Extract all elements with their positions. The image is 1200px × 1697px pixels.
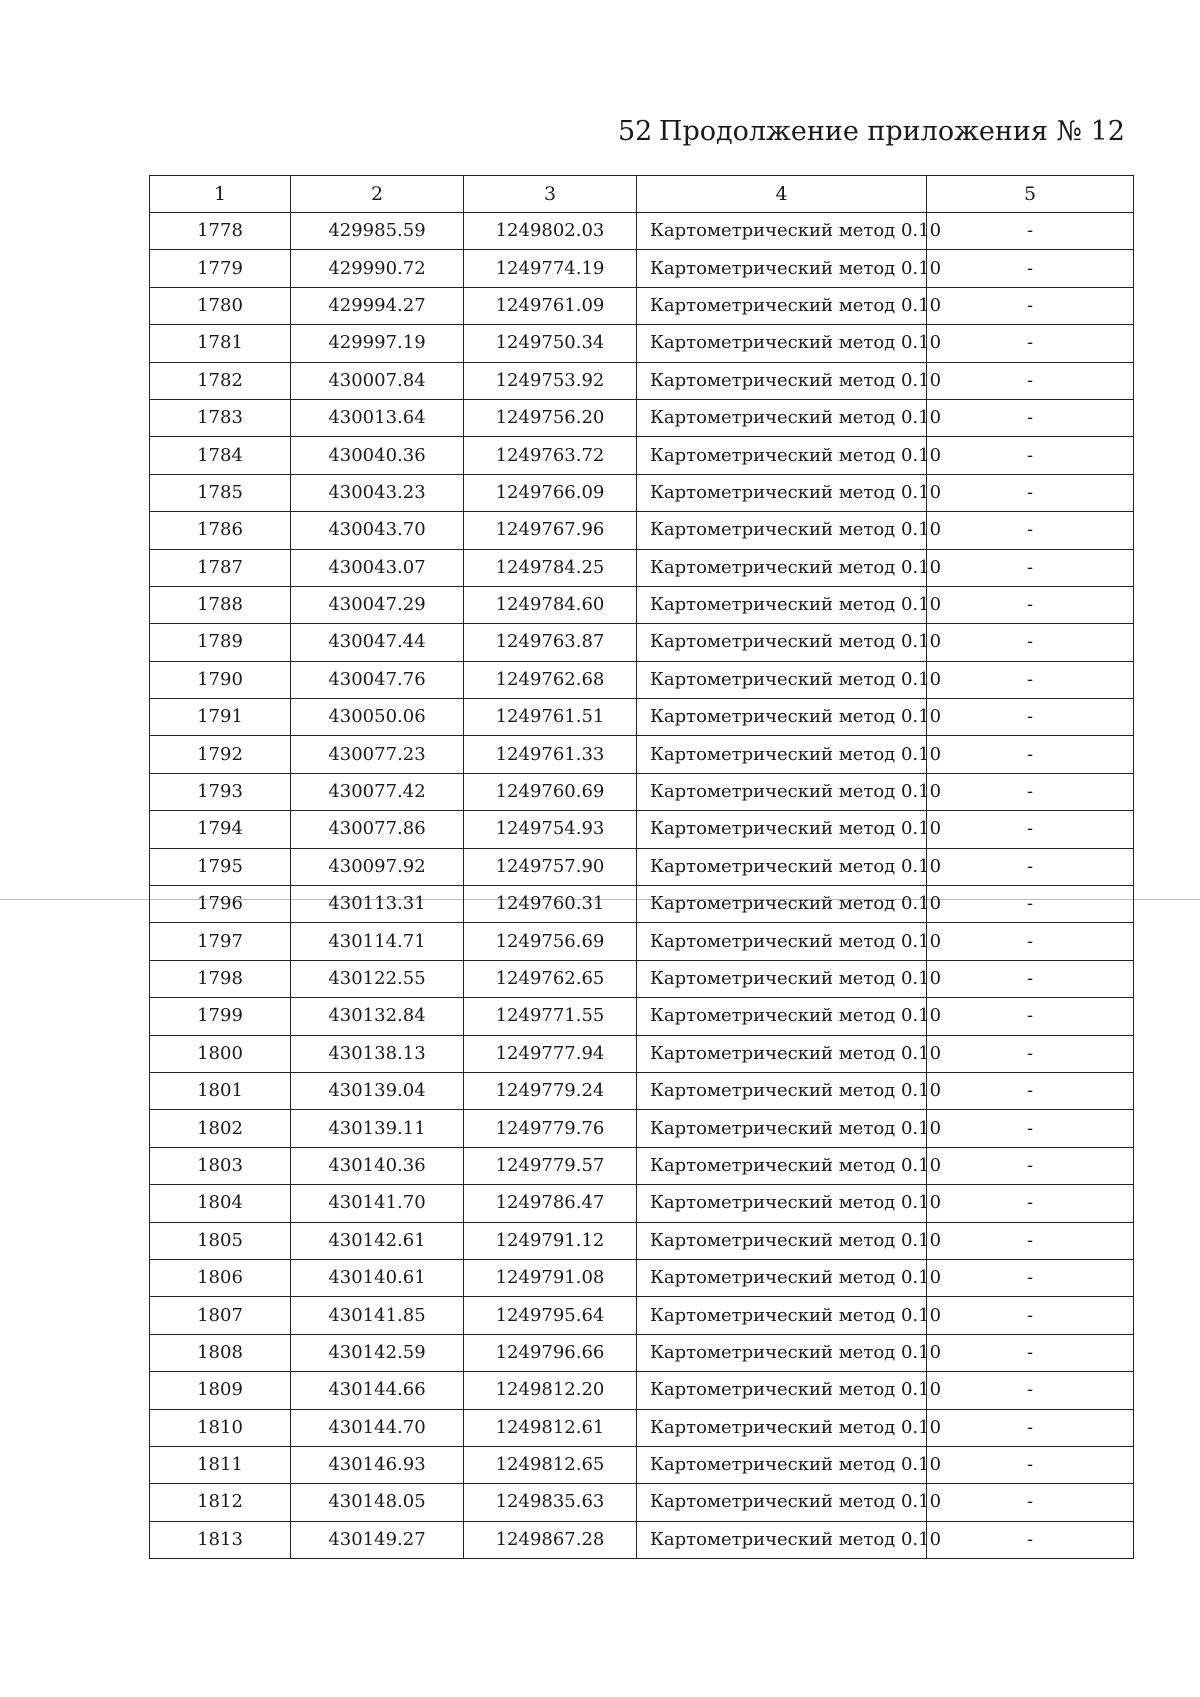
method-cell: Картометрический метод 0.10 [637,736,927,773]
x-coordinate-cell: 430077.23 [291,736,464,773]
method-cell: Картометрический метод 0.10 [637,287,927,324]
y-coordinate-cell: 1249756.69 [464,923,637,960]
method-cell: Картометрический метод 0.10 [637,1409,927,1446]
point-number-cell: 1786 [150,512,291,549]
table-row [150,1072,1134,1109]
point-number-cell: 1804 [150,1185,291,1222]
y-coordinate-cell: 1249791.08 [464,1259,637,1296]
point-number-cell: 1805 [150,1222,291,1259]
table-row [150,1409,1134,1446]
x-coordinate-cell: 430047.76 [291,661,464,698]
note-cell: - [927,586,1134,623]
page-number: 52 [618,116,653,147]
table-row [150,325,1134,362]
y-coordinate-cell: 1249754.93 [464,811,637,848]
table-row [150,437,1134,474]
note-cell: - [927,1259,1134,1296]
x-coordinate-cell: 430144.70 [291,1409,464,1446]
y-coordinate-cell: 1249763.72 [464,437,637,474]
note-cell: - [927,960,1134,997]
point-number-cell: 1813 [150,1521,291,1558]
point-number-cell: 1798 [150,960,291,997]
y-coordinate-cell: 1249763.87 [464,624,637,661]
note-cell: - [927,474,1134,511]
table-row [150,1185,1134,1222]
y-coordinate-cell: 1249753.92 [464,362,637,399]
method-cell: Картометрический метод 0.10 [637,998,927,1035]
point-number-cell: 1781 [150,325,291,362]
point-number-cell: 1812 [150,1484,291,1521]
y-coordinate-cell: 1249812.65 [464,1446,637,1483]
note-cell: - [927,512,1134,549]
y-coordinate-cell: 1249791.12 [464,1222,637,1259]
note-cell: - [927,661,1134,698]
x-coordinate-cell: 430043.07 [291,549,464,586]
x-coordinate-cell: 430007.84 [291,362,464,399]
table-row [150,362,1134,399]
note-cell: - [927,1484,1134,1521]
note-cell: - [927,624,1134,661]
note-cell: - [927,699,1134,736]
table-row [150,1297,1134,1334]
table-row [150,250,1134,287]
method-cell: Картометрический метод 0.10 [637,213,927,250]
x-coordinate-cell: 430047.29 [291,586,464,623]
table-row [150,1334,1134,1371]
method-cell: Картометрический метод 0.10 [637,811,927,848]
x-coordinate-cell: 430146.93 [291,1446,464,1483]
note-cell: - [927,998,1134,1035]
x-coordinate-cell: 430140.36 [291,1147,464,1184]
y-coordinate-cell: 1249771.55 [464,998,637,1035]
method-cell: Картометрический метод 0.10 [637,362,927,399]
y-coordinate-cell: 1249774.19 [464,250,637,287]
note-cell: - [927,1409,1134,1446]
x-coordinate-cell: 430149.27 [291,1521,464,1558]
method-cell: Картометрический метод 0.10 [637,1372,927,1409]
x-coordinate-cell: 430139.04 [291,1072,464,1109]
y-coordinate-cell: 1249784.60 [464,586,637,623]
method-cell: Картометрический метод 0.10 [637,1110,927,1147]
point-number-cell: 1803 [150,1147,291,1184]
column-header: 2 [291,176,464,213]
point-number-cell: 1808 [150,1334,291,1371]
table-row [150,960,1134,997]
method-cell: Картометрический метод 0.10 [637,699,927,736]
note-cell: - [927,1072,1134,1109]
y-coordinate-cell: 1249796.66 [464,1334,637,1371]
column-header: 1 [150,176,291,213]
x-coordinate-cell: 430043.70 [291,512,464,549]
table-row [150,287,1134,324]
method-cell: Картометрический метод 0.10 [637,512,927,549]
method-cell: Картометрический метод 0.10 [637,624,927,661]
table-row [150,848,1134,885]
method-cell: Картометрический метод 0.10 [637,960,927,997]
y-coordinate-cell: 1249867.28 [464,1521,637,1558]
note-cell: - [927,549,1134,586]
note-cell: - [927,811,1134,848]
coordinates-table [149,175,1134,1559]
note-cell: - [927,773,1134,810]
method-cell: Картометрический метод 0.10 [637,1334,927,1371]
table-header-row [150,176,1134,213]
table-row [150,886,1134,923]
x-coordinate-cell: 430013.64 [291,399,464,436]
x-coordinate-cell: 430148.05 [291,1484,464,1521]
table-row [150,773,1134,810]
page-title: Продолжение приложения № 12 [658,116,1125,147]
table-row [150,699,1134,736]
method-cell: Картометрический метод 0.10 [637,549,927,586]
point-number-cell: 1795 [150,848,291,885]
page-header [0,112,1200,152]
note-cell: - [927,213,1134,250]
note-cell: - [927,1446,1134,1483]
method-cell: Картометрический метод 0.10 [637,474,927,511]
y-coordinate-cell: 1249777.94 [464,1035,637,1072]
table-row [150,998,1134,1035]
x-coordinate-cell: 430077.86 [291,811,464,848]
x-coordinate-cell: 430122.55 [291,960,464,997]
method-cell: Картометрический метод 0.10 [637,886,927,923]
point-number-cell: 1784 [150,437,291,474]
method-cell: Картометрический метод 0.10 [637,1521,927,1558]
y-coordinate-cell: 1249795.64 [464,1297,637,1334]
table-row [150,624,1134,661]
y-coordinate-cell: 1249779.24 [464,1072,637,1109]
note-cell: - [927,1035,1134,1072]
y-coordinate-cell: 1249761.51 [464,699,637,736]
point-number-cell: 1785 [150,474,291,511]
x-coordinate-cell: 430140.61 [291,1259,464,1296]
y-coordinate-cell: 1249786.47 [464,1185,637,1222]
point-number-cell: 1799 [150,998,291,1035]
note-cell: - [927,923,1134,960]
table-row [150,1222,1134,1259]
x-coordinate-cell: 430141.85 [291,1297,464,1334]
table-row [150,512,1134,549]
note-cell: - [927,886,1134,923]
x-coordinate-cell: 429990.72 [291,250,464,287]
note-cell: - [927,362,1134,399]
x-coordinate-cell: 429985.59 [291,213,464,250]
x-coordinate-cell: 430114.71 [291,923,464,960]
table-row [150,923,1134,960]
y-coordinate-cell: 1249750.34 [464,325,637,362]
table-row [150,1147,1134,1184]
table-row [150,1372,1134,1409]
x-coordinate-cell: 430113.31 [291,886,464,923]
y-coordinate-cell: 1249761.33 [464,736,637,773]
x-coordinate-cell: 430139.11 [291,1110,464,1147]
point-number-cell: 1800 [150,1035,291,1072]
note-cell: - [927,1297,1134,1334]
table-body [150,213,1134,1559]
point-number-cell: 1811 [150,1446,291,1483]
x-coordinate-cell: 430040.36 [291,437,464,474]
point-number-cell: 1796 [150,886,291,923]
method-cell: Картометрический метод 0.10 [637,586,927,623]
y-coordinate-cell: 1249835.63 [464,1484,637,1521]
point-number-cell: 1779 [150,250,291,287]
table-row [150,736,1134,773]
x-coordinate-cell: 430077.42 [291,773,464,810]
note-cell: - [927,1334,1134,1371]
y-coordinate-cell: 1249812.20 [464,1372,637,1409]
method-cell: Картометрический метод 0.10 [637,1484,927,1521]
table-row [150,1446,1134,1483]
y-coordinate-cell: 1249762.65 [464,960,637,997]
table-row [150,811,1134,848]
y-coordinate-cell: 1249761.09 [464,287,637,324]
table-row [150,1484,1134,1521]
point-number-cell: 1783 [150,399,291,436]
note-cell: - [927,1372,1134,1409]
y-coordinate-cell: 1249760.31 [464,886,637,923]
point-number-cell: 1801 [150,1072,291,1109]
point-number-cell: 1782 [150,362,291,399]
note-cell: - [927,1110,1134,1147]
point-number-cell: 1791 [150,699,291,736]
point-number-cell: 1806 [150,1259,291,1296]
method-cell: Картометрический метод 0.10 [637,661,927,698]
y-coordinate-cell: 1249802.03 [464,213,637,250]
note-cell: - [927,437,1134,474]
point-number-cell: 1797 [150,923,291,960]
point-number-cell: 1794 [150,811,291,848]
table-row [150,1521,1134,1558]
point-number-cell: 1802 [150,1110,291,1147]
column-header: 3 [464,176,637,213]
note-cell: - [927,1147,1134,1184]
table-row [150,586,1134,623]
x-coordinate-cell: 429994.27 [291,287,464,324]
table-row [150,661,1134,698]
method-cell: Картометрический метод 0.10 [637,1259,927,1296]
column-header: 4 [637,176,927,213]
y-coordinate-cell: 1249760.69 [464,773,637,810]
point-number-cell: 1789 [150,624,291,661]
point-number-cell: 1810 [150,1409,291,1446]
x-coordinate-cell: 430144.66 [291,1372,464,1409]
point-number-cell: 1787 [150,549,291,586]
method-cell: Картометрический метод 0.10 [637,1446,927,1483]
method-cell: Картометрический метод 0.10 [637,1147,927,1184]
x-coordinate-cell: 430132.84 [291,998,464,1035]
y-coordinate-cell: 1249812.61 [464,1409,637,1446]
method-cell: Картометрический метод 0.10 [637,437,927,474]
table-row [150,1259,1134,1296]
method-cell: Картометрический метод 0.10 [637,1072,927,1109]
method-cell: Картометрический метод 0.10 [637,923,927,960]
y-coordinate-cell: 1249779.57 [464,1147,637,1184]
x-coordinate-cell: 430097.92 [291,848,464,885]
point-number-cell: 1792 [150,736,291,773]
y-coordinate-cell: 1249762.68 [464,661,637,698]
point-number-cell: 1790 [150,661,291,698]
note-cell: - [927,287,1134,324]
x-coordinate-cell: 430142.61 [291,1222,464,1259]
y-coordinate-cell: 1249767.96 [464,512,637,549]
x-coordinate-cell: 430050.06 [291,699,464,736]
method-cell: Картометрический метод 0.10 [637,773,927,810]
column-header: 5 [927,176,1134,213]
x-coordinate-cell: 430138.13 [291,1035,464,1072]
note-cell: - [927,1222,1134,1259]
note-cell: - [927,250,1134,287]
method-cell: Картометрический метод 0.10 [637,1035,927,1072]
table-row [150,549,1134,586]
method-cell: Картометрический метод 0.10 [637,1222,927,1259]
method-cell: Картометрический метод 0.10 [637,1297,927,1334]
point-number-cell: 1793 [150,773,291,810]
x-coordinate-cell: 430047.44 [291,624,464,661]
note-cell: - [927,848,1134,885]
method-cell: Картометрический метод 0.10 [637,250,927,287]
table-row [150,474,1134,511]
y-coordinate-cell: 1249757.90 [464,848,637,885]
y-coordinate-cell: 1249779.76 [464,1110,637,1147]
table-row [150,213,1134,250]
y-coordinate-cell: 1249766.09 [464,474,637,511]
note-cell: - [927,399,1134,436]
y-coordinate-cell: 1249756.20 [464,399,637,436]
note-cell: - [927,736,1134,773]
x-coordinate-cell: 430043.23 [291,474,464,511]
method-cell: Картометрический метод 0.10 [637,848,927,885]
point-number-cell: 1807 [150,1297,291,1334]
point-number-cell: 1778 [150,213,291,250]
point-number-cell: 1788 [150,586,291,623]
point-number-cell: 1809 [150,1372,291,1409]
method-cell: Картометрический метод 0.10 [637,399,927,436]
method-cell: Картометрический метод 0.10 [637,325,927,362]
table-row [150,1035,1134,1072]
x-coordinate-cell: 429997.19 [291,325,464,362]
x-coordinate-cell: 430141.70 [291,1185,464,1222]
point-number-cell: 1780 [150,287,291,324]
method-cell: Картометрический метод 0.10 [637,1185,927,1222]
note-cell: - [927,1521,1134,1558]
y-coordinate-cell: 1249784.25 [464,549,637,586]
note-cell: - [927,325,1134,362]
table-row [150,1110,1134,1147]
x-coordinate-cell: 430142.59 [291,1334,464,1371]
table-row [150,399,1134,436]
note-cell: - [927,1185,1134,1222]
